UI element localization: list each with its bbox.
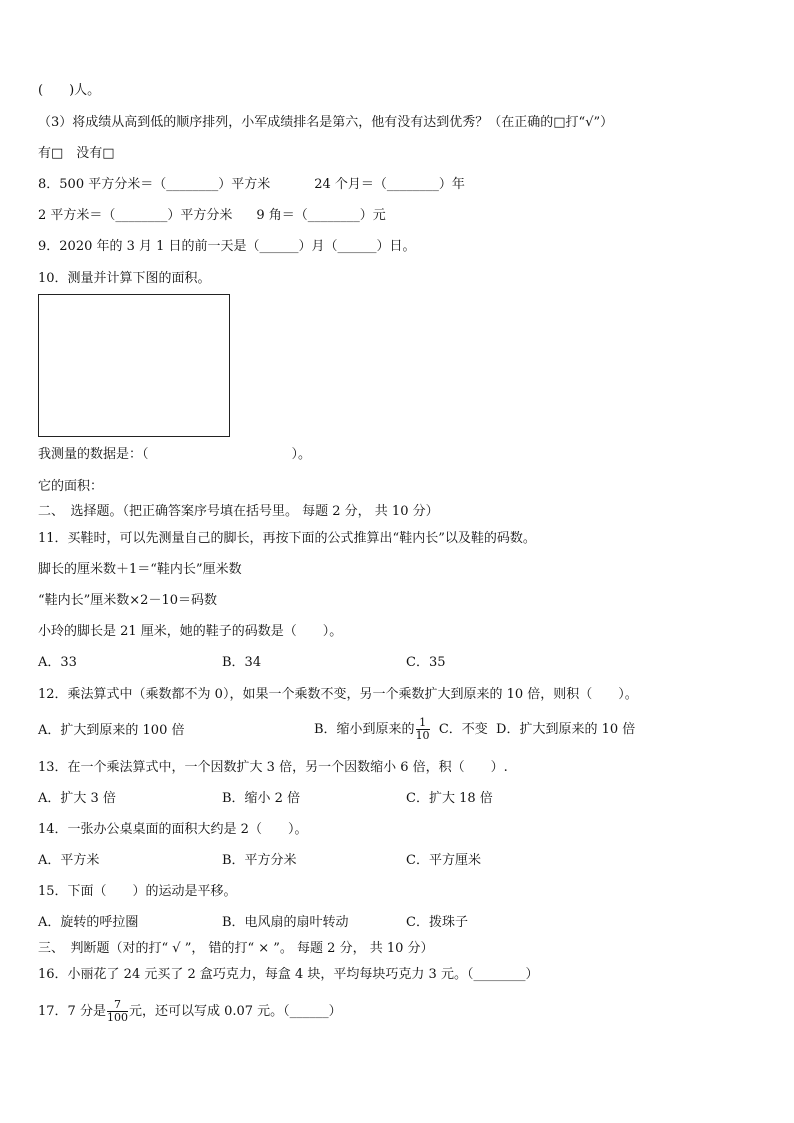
fraction-one-tenth (416, 717, 430, 742)
question-15-option-a: A．旋转的呼拉圈 (38, 915, 139, 930)
question-11-option-c: C．35 (406, 655, 446, 670)
question-10-measurement: 我测量的数据是：（ ）。 (38, 447, 312, 462)
fraction-numerator: 7 (107, 999, 128, 1012)
section-3-heading: 三、 判断题（对的打“ √ ”， 错的打“ × ”。 每题 2 分， 共 10 分） (38, 941, 434, 956)
question-11: 11．买鞋时，可以先测量自己的脚长，再按下面的公式推算出“鞋内长”以及鞋的码数。 (38, 531, 536, 546)
fraction-seven-hundredths (107, 999, 128, 1024)
answer-blank-people: ( )人。 (38, 83, 101, 98)
question-15: 15．下面（ ）的运动是平移。 (38, 884, 237, 899)
question-11-option-a: A．33 (38, 655, 77, 670)
question-11-option-b: B．34 (222, 655, 262, 670)
section-2-heading: 二、 选择题。（把正确答案序号填在括号里。 每题 2 分， 共 10 分） (38, 504, 439, 519)
fraction-denominator: 10 (415, 729, 430, 742)
question-12-option-b: B．缩小到原来的 (314, 722, 415, 737)
question-17-prefix: 17．7 分是 (38, 1004, 106, 1019)
question-15-option-b: B．电风扇的扇叶转动 (222, 915, 349, 930)
question-13-option-b: B．缩小 2 倍 (222, 791, 301, 806)
question-12: 12．乘法算式中（乘数都不为 0），如果一个乘数不变，另一个乘数扩大到原来的 10 倍，则积（ ）。 (38, 687, 638, 702)
question-7-3: （3）将成绩从高到低的顺序排列，小军成绩排名是第六，他有没有达到优秀？（在正确的□打“√”） (38, 115, 614, 130)
question-9: 9．2020 年的 3 月 1 日的前一天是（______）月（______）日。 (38, 239, 416, 254)
question-13-option-c: C．扩大 18 倍 (406, 791, 493, 806)
question-14-option-a: A．平方米 (38, 853, 100, 868)
question-12-option-c: C．不变 (438, 722, 488, 737)
measure-rectangle (38, 294, 230, 437)
question-12-option-a: A．扩大到原来的 100 倍 (38, 723, 185, 738)
question-14-option-c: C．平方厘米 (406, 853, 481, 868)
question-17-suffix: 元，还可以写成 0.07 元。（______） (128, 1004, 342, 1019)
question-14: 14．一张办公桌桌面的面积大约是 2（ ）。 (38, 822, 308, 837)
fraction-numerator: 1 (416, 717, 430, 730)
question-8-b: 24 个月＝（________）年 (314, 177, 465, 192)
question-11-prompt: 小玲的脚长是 21 厘米，她的鞋子的码数是（ ）。 (38, 624, 343, 639)
question-12-option-bcd (314, 712, 635, 748)
question-11-formula-2: “鞋内长”厘米数×2－10＝码数 (38, 593, 217, 608)
question-11-formula-1: 脚长的厘米数＋1＝“鞋内长”厘米数 (38, 562, 242, 577)
question-17 (38, 996, 342, 1028)
question-7-3-options: 有□ 没有□ (38, 146, 115, 161)
question-8-c: 2 平方米＝（________）平方分米 (38, 208, 233, 223)
question-15-option-c: C．拨珠子 (406, 915, 468, 930)
question-8-a: 8．500 平方分米＝（________）平方米 (38, 177, 271, 192)
question-14-option-b: B．平方分米 (222, 853, 297, 868)
question-10-area: 它的面积： (38, 479, 104, 494)
question-8-d: 9 角＝（________）元 (256, 208, 386, 223)
question-12-option-d: D．扩大到原来的 10 倍 (496, 722, 636, 737)
question-8-row-1 (38, 176, 465, 194)
question-13-option-a: A．扩大 3 倍 (38, 791, 116, 806)
question-13: 13．在一个乘法算式中，一个因数扩大 3 倍，另一个因数缩小 6 倍，积（ ）. (38, 760, 508, 775)
fraction-denominator: 100 (106, 1011, 128, 1024)
question-16: 16．小丽花了 24 元买了 2 盒巧克力，每盒 4 块，平均每块巧克力 3 元。（________） (38, 967, 539, 982)
question-10: 10．测量并计算下图的面积。 (38, 271, 211, 286)
question-8-row-2 (38, 207, 386, 225)
